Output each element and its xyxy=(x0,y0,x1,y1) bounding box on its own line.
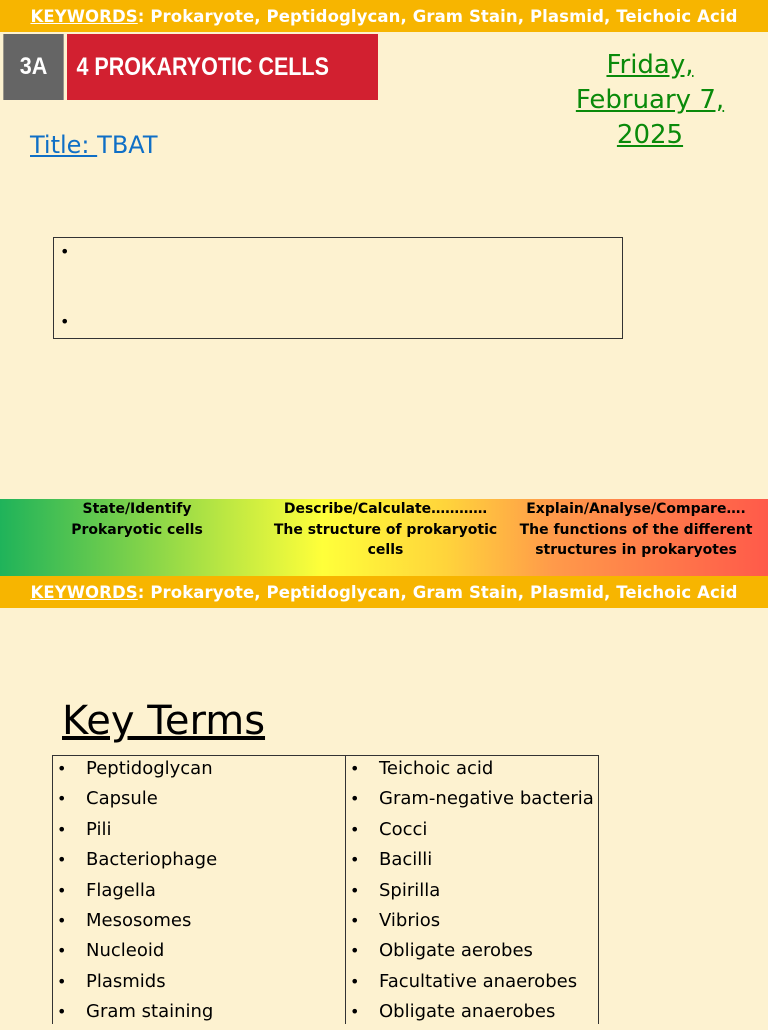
lesson-title xyxy=(30,131,158,159)
list-item: • Gram staining xyxy=(53,999,345,1029)
list-item: • Plasmids xyxy=(53,969,345,999)
level-text: The functions of the different structures in prokaryotes xyxy=(519,521,753,558)
list-item: • Obligate aerobes xyxy=(346,938,598,968)
list-item: • Flagella xyxy=(53,878,345,908)
objectives-box[interactable] xyxy=(53,237,623,339)
level-heading: Explain/Analyse/Compare…. xyxy=(526,501,746,517)
list-item: • Nucleoid xyxy=(53,938,345,968)
level-describe xyxy=(258,499,513,561)
key-terms-table xyxy=(52,755,599,1024)
list-item: • Peptidoglycan xyxy=(53,756,345,786)
title-label: Title: xyxy=(30,131,98,159)
list-item: • Bacteriophage xyxy=(53,847,345,877)
level-heading: Describe/Calculate………… xyxy=(283,501,488,517)
level-text: Prokaryotic cells xyxy=(71,521,203,538)
list-item: • Obligate anaerobes xyxy=(346,999,598,1029)
list-item: • Spirilla xyxy=(346,878,598,908)
key-terms-heading: Key Terms xyxy=(62,698,266,744)
list-item: • Bacilli xyxy=(346,847,598,877)
list-item: • Mesosomes xyxy=(53,908,345,938)
unit-title xyxy=(67,34,378,100)
list-item: • Teichoic acid xyxy=(346,756,598,786)
keywords-label: KEYWORDS xyxy=(30,6,138,26)
level-text: The structure of prokaryotic cells xyxy=(273,521,498,558)
objective-bullet-2: • xyxy=(60,312,70,331)
level-explain xyxy=(515,499,757,561)
lesson-date xyxy=(560,48,740,153)
keywords-label: KEYWORDS xyxy=(30,582,138,602)
title-value: TBAT xyxy=(97,131,158,159)
keywords-bar-bottom xyxy=(0,576,768,608)
objective-bullet-1: • xyxy=(60,242,70,261)
list-item: • Vibrios xyxy=(346,908,598,938)
learning-levels-bar xyxy=(0,499,768,576)
list-item: • Pili xyxy=(53,817,345,847)
list-item: • Facultative anaerobes xyxy=(346,969,598,999)
date-line-1: Friday, xyxy=(606,50,694,80)
date-line-3: 2025 xyxy=(616,120,684,150)
date-line-2: February 7, xyxy=(575,85,725,115)
list-item: • Cocci xyxy=(346,817,598,847)
level-state xyxy=(22,499,252,540)
unit-title-text: 4 PROKARYOTIC CELLS xyxy=(76,52,329,81)
keywords-list: : Prokaryote, Peptidoglycan, Gram Stain, Plasmid, Teichoic Acid xyxy=(137,6,738,26)
key-terms-right-column xyxy=(346,756,598,1024)
unit-code: 3A xyxy=(3,34,63,100)
list-item: • Capsule xyxy=(53,786,345,816)
key-terms-left-column xyxy=(53,756,346,1024)
unit-banner xyxy=(0,34,378,100)
keywords-list: : Prokaryote, Peptidoglycan, Gram Stain, Plasmid, Teichoic Acid xyxy=(137,582,738,602)
keywords-bar-top xyxy=(0,0,768,32)
list-item: • Gram-negative bacteria xyxy=(346,786,598,816)
level-heading: State/Identify xyxy=(82,501,192,517)
